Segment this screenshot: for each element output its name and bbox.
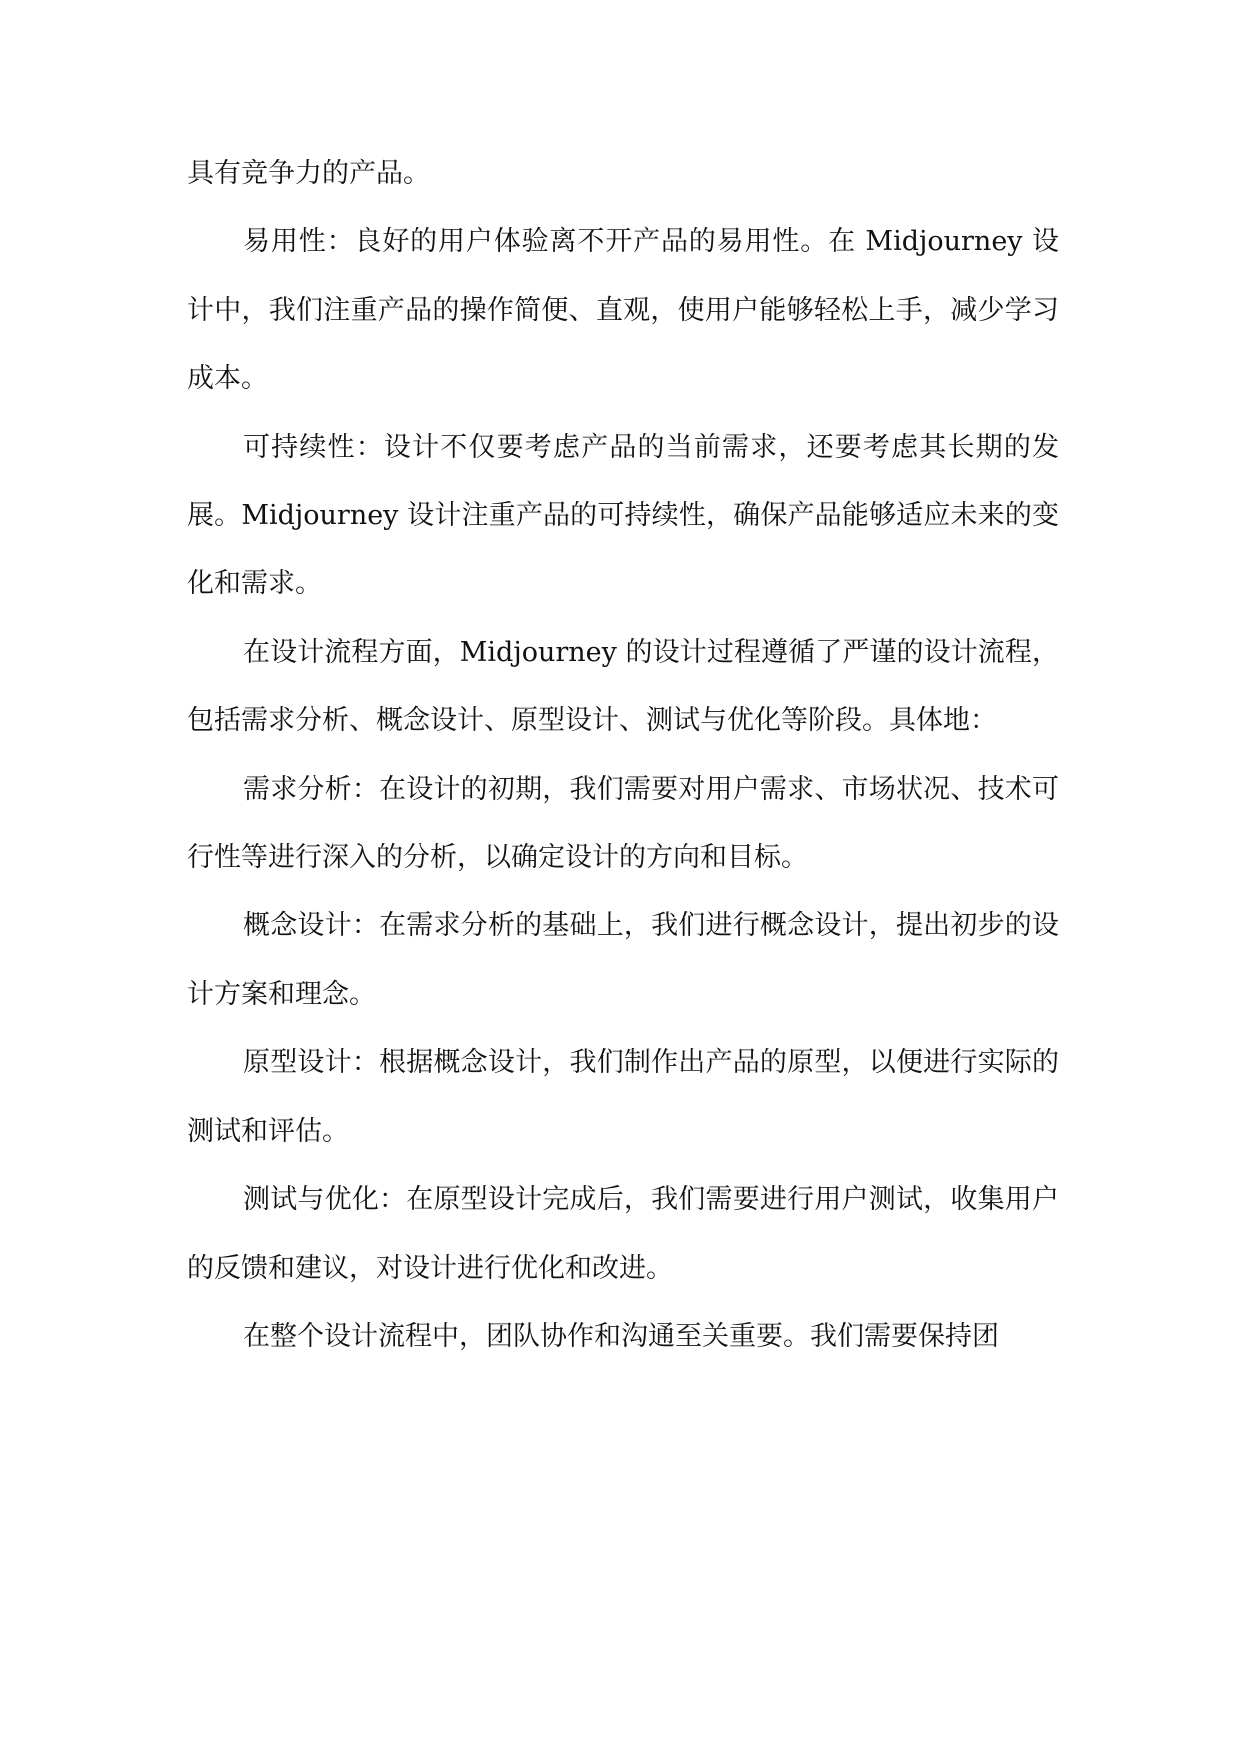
paragraph: 原型设计：根据概念设计，我们制作出产品的原型，以便进行实际的测试和评估。 xyxy=(187,1047,1059,1147)
paragraph: 在整个设计流程中，团队协作和沟通至关重要。我们需要保持团 xyxy=(243,1320,999,1352)
body-text xyxy=(187,140,1059,1371)
paragraph: 概念设计：在需求分析的基础上，我们进行概念设计，提出初步的设计方案和理念。 xyxy=(187,910,1059,1010)
paragraph: 测试与优化：在原型设计完成后，我们需要进行用户测试，收集用户的反馈和建议，对设计进行优化和改进。 xyxy=(187,1184,1059,1284)
paragraph: 易用性：良好的用户体验离不开产品的易用性。在 Midjourney 设计中，我们注重产品的操作简便、直观，使用户能够轻松上手，减少学习成本。 xyxy=(187,226,1059,395)
paragraph: 在设计流程方面，Midjourney 的设计过程遵循了严谨的设计流程，包括需求分析、概念设计、原型设计、测试与优化等阶段。具体地： xyxy=(187,636,1059,737)
paragraph: 需求分析：在设计的初期，我们需要对用户需求、市场状况、技术可行性等进行深入的分析，以确定设计的方向和目标。 xyxy=(187,773,1059,874)
paragraph: 具有竞争力的产品。 xyxy=(187,158,430,189)
paragraph: 可持续性：设计不仅要考虑产品的当前需求，还要考虑其长期的发展。Midjourney 设计注重产品的可持续性，确保产品能够适应未来的变化和需求。 xyxy=(187,431,1059,600)
